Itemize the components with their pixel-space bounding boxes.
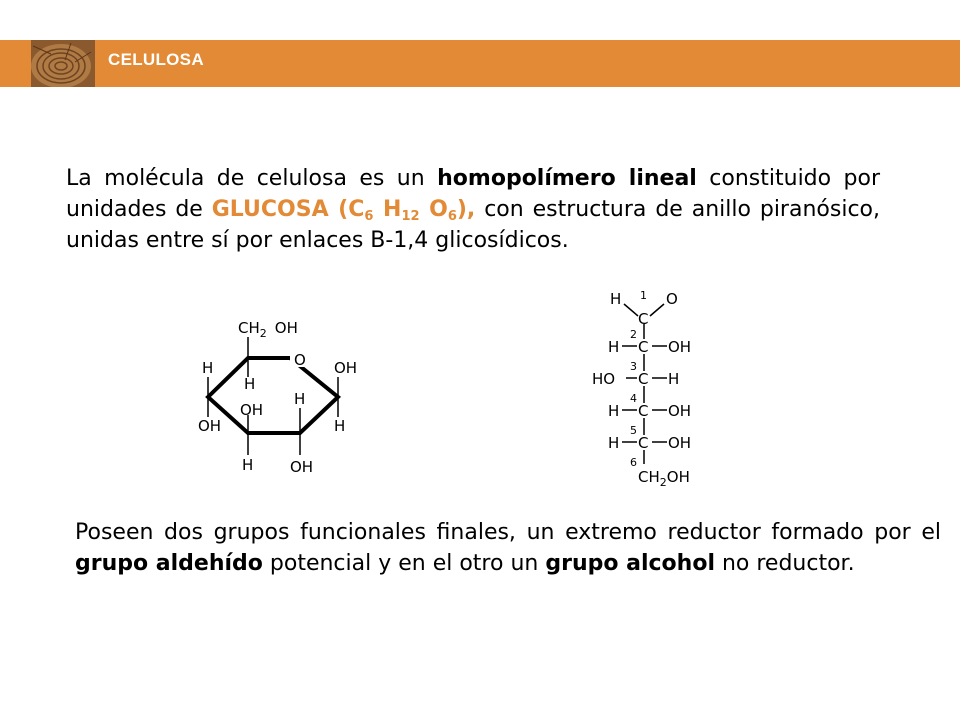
alcohol-term: grupo alcohol xyxy=(545,551,715,576)
svg-text:O: O xyxy=(294,351,306,369)
svg-text:H: H xyxy=(610,290,622,308)
glucose-ring-diagram xyxy=(180,305,380,485)
svg-text:CH2OH: $CH_2$ OH xyxy=(238,319,298,340)
glucose-chain-diagram xyxy=(588,284,718,489)
svg-text:OH: OH xyxy=(240,401,264,419)
svg-text:H: H xyxy=(608,434,620,452)
svg-text:H: H xyxy=(202,359,214,377)
svg-text:H: H xyxy=(608,338,620,356)
svg-text:3: 3 xyxy=(630,360,637,373)
svg-text:OH: OH xyxy=(668,338,692,356)
svg-text:5: 5 xyxy=(630,424,637,437)
svg-text:2: 2 xyxy=(630,328,637,341)
svg-text:H: H xyxy=(334,417,346,435)
intro-paragraph: La molécula de celulosa es un homopolímero lineal constituido por unidades de GLUCOSA ($C_6$ $H_{12}$ $O_6$), con estructura de anillo piranósico, unidas entre sí por enlaces B-1,4 glicosídicos. xyxy=(66,166,881,253)
svg-text:4: 4 xyxy=(630,392,637,405)
svg-text:C: C xyxy=(638,402,649,420)
svg-text:O: O xyxy=(666,290,678,308)
svg-text:H: H xyxy=(668,370,680,388)
svg-text:OH: OH xyxy=(668,402,692,420)
page-title: CELULOSA xyxy=(108,50,204,69)
svg-text:OH: OH xyxy=(290,458,314,476)
svg-text:C: C xyxy=(638,338,649,356)
svg-text:C: C xyxy=(638,434,649,452)
homopolymer-term: homopolímero lineal xyxy=(437,166,697,191)
svg-text:H: H xyxy=(242,456,254,474)
svg-text:OH: OH xyxy=(668,434,692,452)
svg-text:OH: OH xyxy=(334,359,358,377)
svg-text:H: H xyxy=(244,375,256,393)
svg-text:CH2OH: $CH_2OH$ xyxy=(638,468,690,489)
svg-text:1: 1 xyxy=(640,289,647,302)
glucose-formula: GLUCOSA ($C_6$ $H_{12}$ $O_6$), xyxy=(211,197,476,224)
svg-text:H: H xyxy=(294,390,306,408)
svg-text:HO: HO xyxy=(592,370,616,388)
svg-text:C: C xyxy=(638,370,649,388)
svg-text:6: 6 xyxy=(630,456,637,469)
aldehyde-term: grupo aldehído xyxy=(75,551,263,576)
functional-groups-paragraph: Poseen dos grupos funcionales finales, un extremo reductor formado por el grupo aldehído potencial y en el otro un grupo alcohol no reductor. xyxy=(75,520,941,576)
svg-text:C: C xyxy=(638,310,649,328)
wood-log-cross-section-icon xyxy=(31,40,95,87)
svg-text:H: H xyxy=(608,402,620,420)
svg-text:OH: OH xyxy=(198,417,222,435)
